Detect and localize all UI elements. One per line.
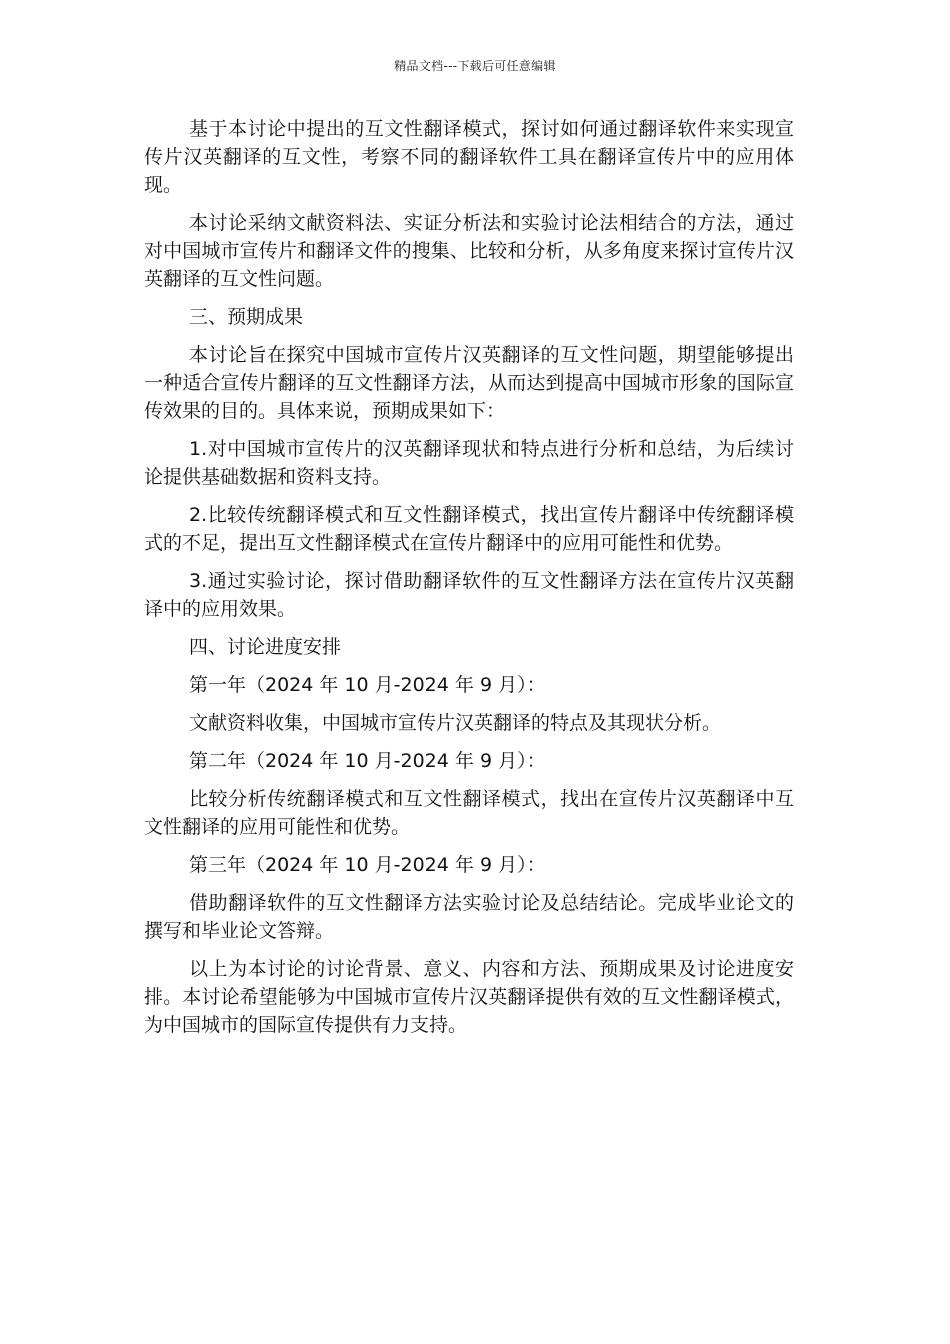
schedule-year-3-task: 借助翻译软件的互文性翻译方法实验讨论及总结结论。完成毕业论文的撰写和毕业论文答辩。: [144, 892, 794, 942]
paragraph-conclusion: 以上为本讨论的讨论背景、意义、内容和方法、预期成果及讨论进度安排。本讨论希望能够为中国城市宣传片汉英翻译提供有效的互文性翻译模式，为中国城市的国际宣传提供有力支持。: [144, 958, 794, 1036]
schedule-year-1-task: 文献资料收集，中国城市宣传片汉英翻译的特点及其现状分析。: [189, 712, 722, 734]
schedule-year-2-task: 比较分析传统翻译模式和互文性翻译模式，找出在宣传片汉英翻译中互文性翻译的应用可能性和优势。: [144, 788, 794, 838]
schedule-year-1-heading: 第一年（2024 年 10 月-2024 年 9 月）：: [189, 674, 546, 696]
paragraph-expected-results-intro: 本讨论旨在探究中国城市宣传片汉英翻译的互文性问题，期望能够提出一种适合宣传片翻译的互文性翻译方法，从而达到提高中国城市形象的国际宣传效果的目的。具体来说，预期成果如下：: [144, 344, 794, 422]
paragraph-methods: 本讨论采纳文献资料法、实证分析法和实验讨论法相结合的方法，通过对中国城市宣传片和翻译文件的搜集、比较和分析，从多角度来探讨宣传片汉英翻译的互文性问题。: [144, 212, 794, 290]
page-header: 精品文档---下载后可任意编辑: [394, 59, 556, 73]
schedule-year-3-heading: 第三年（2024 年 10 月-2024 年 9 月）：: [189, 854, 546, 876]
list-item-result-2: 2.比较传统翻译模式和互文性翻译模式，找出宣传片翻译中传统翻译模式的不足，提出互文性翻译模式在宣传片翻译中的应用可能性和优势。: [144, 504, 794, 554]
list-item-result-1: 1.对中国城市宣传片的汉英翻译现状和特点进行分析和总结，为后续讨论提供基础数据和资料支持。: [144, 438, 794, 488]
list-item-result-3: 3.通过实验讨论，探讨借助翻译软件的互文性翻译方法在宣传片汉英翻译中的应用效果。: [144, 570, 794, 620]
schedule-year-2-heading: 第二年（2024 年 10 月-2024 年 9 月）：: [189, 750, 546, 772]
paragraph-software-approach: 基于本讨论中提出的互文性翻译模式，探讨如何通过翻译软件来实现宣传片汉英翻译的互文性，考察不同的翻译软件工具在翻译宣传片中的应用体现。: [144, 118, 794, 196]
document-body: [144, 115, 794, 1049]
section-heading-schedule: 四、讨论进度安排: [189, 636, 342, 658]
section-heading-expected-results: 三、预期成果: [189, 306, 304, 328]
